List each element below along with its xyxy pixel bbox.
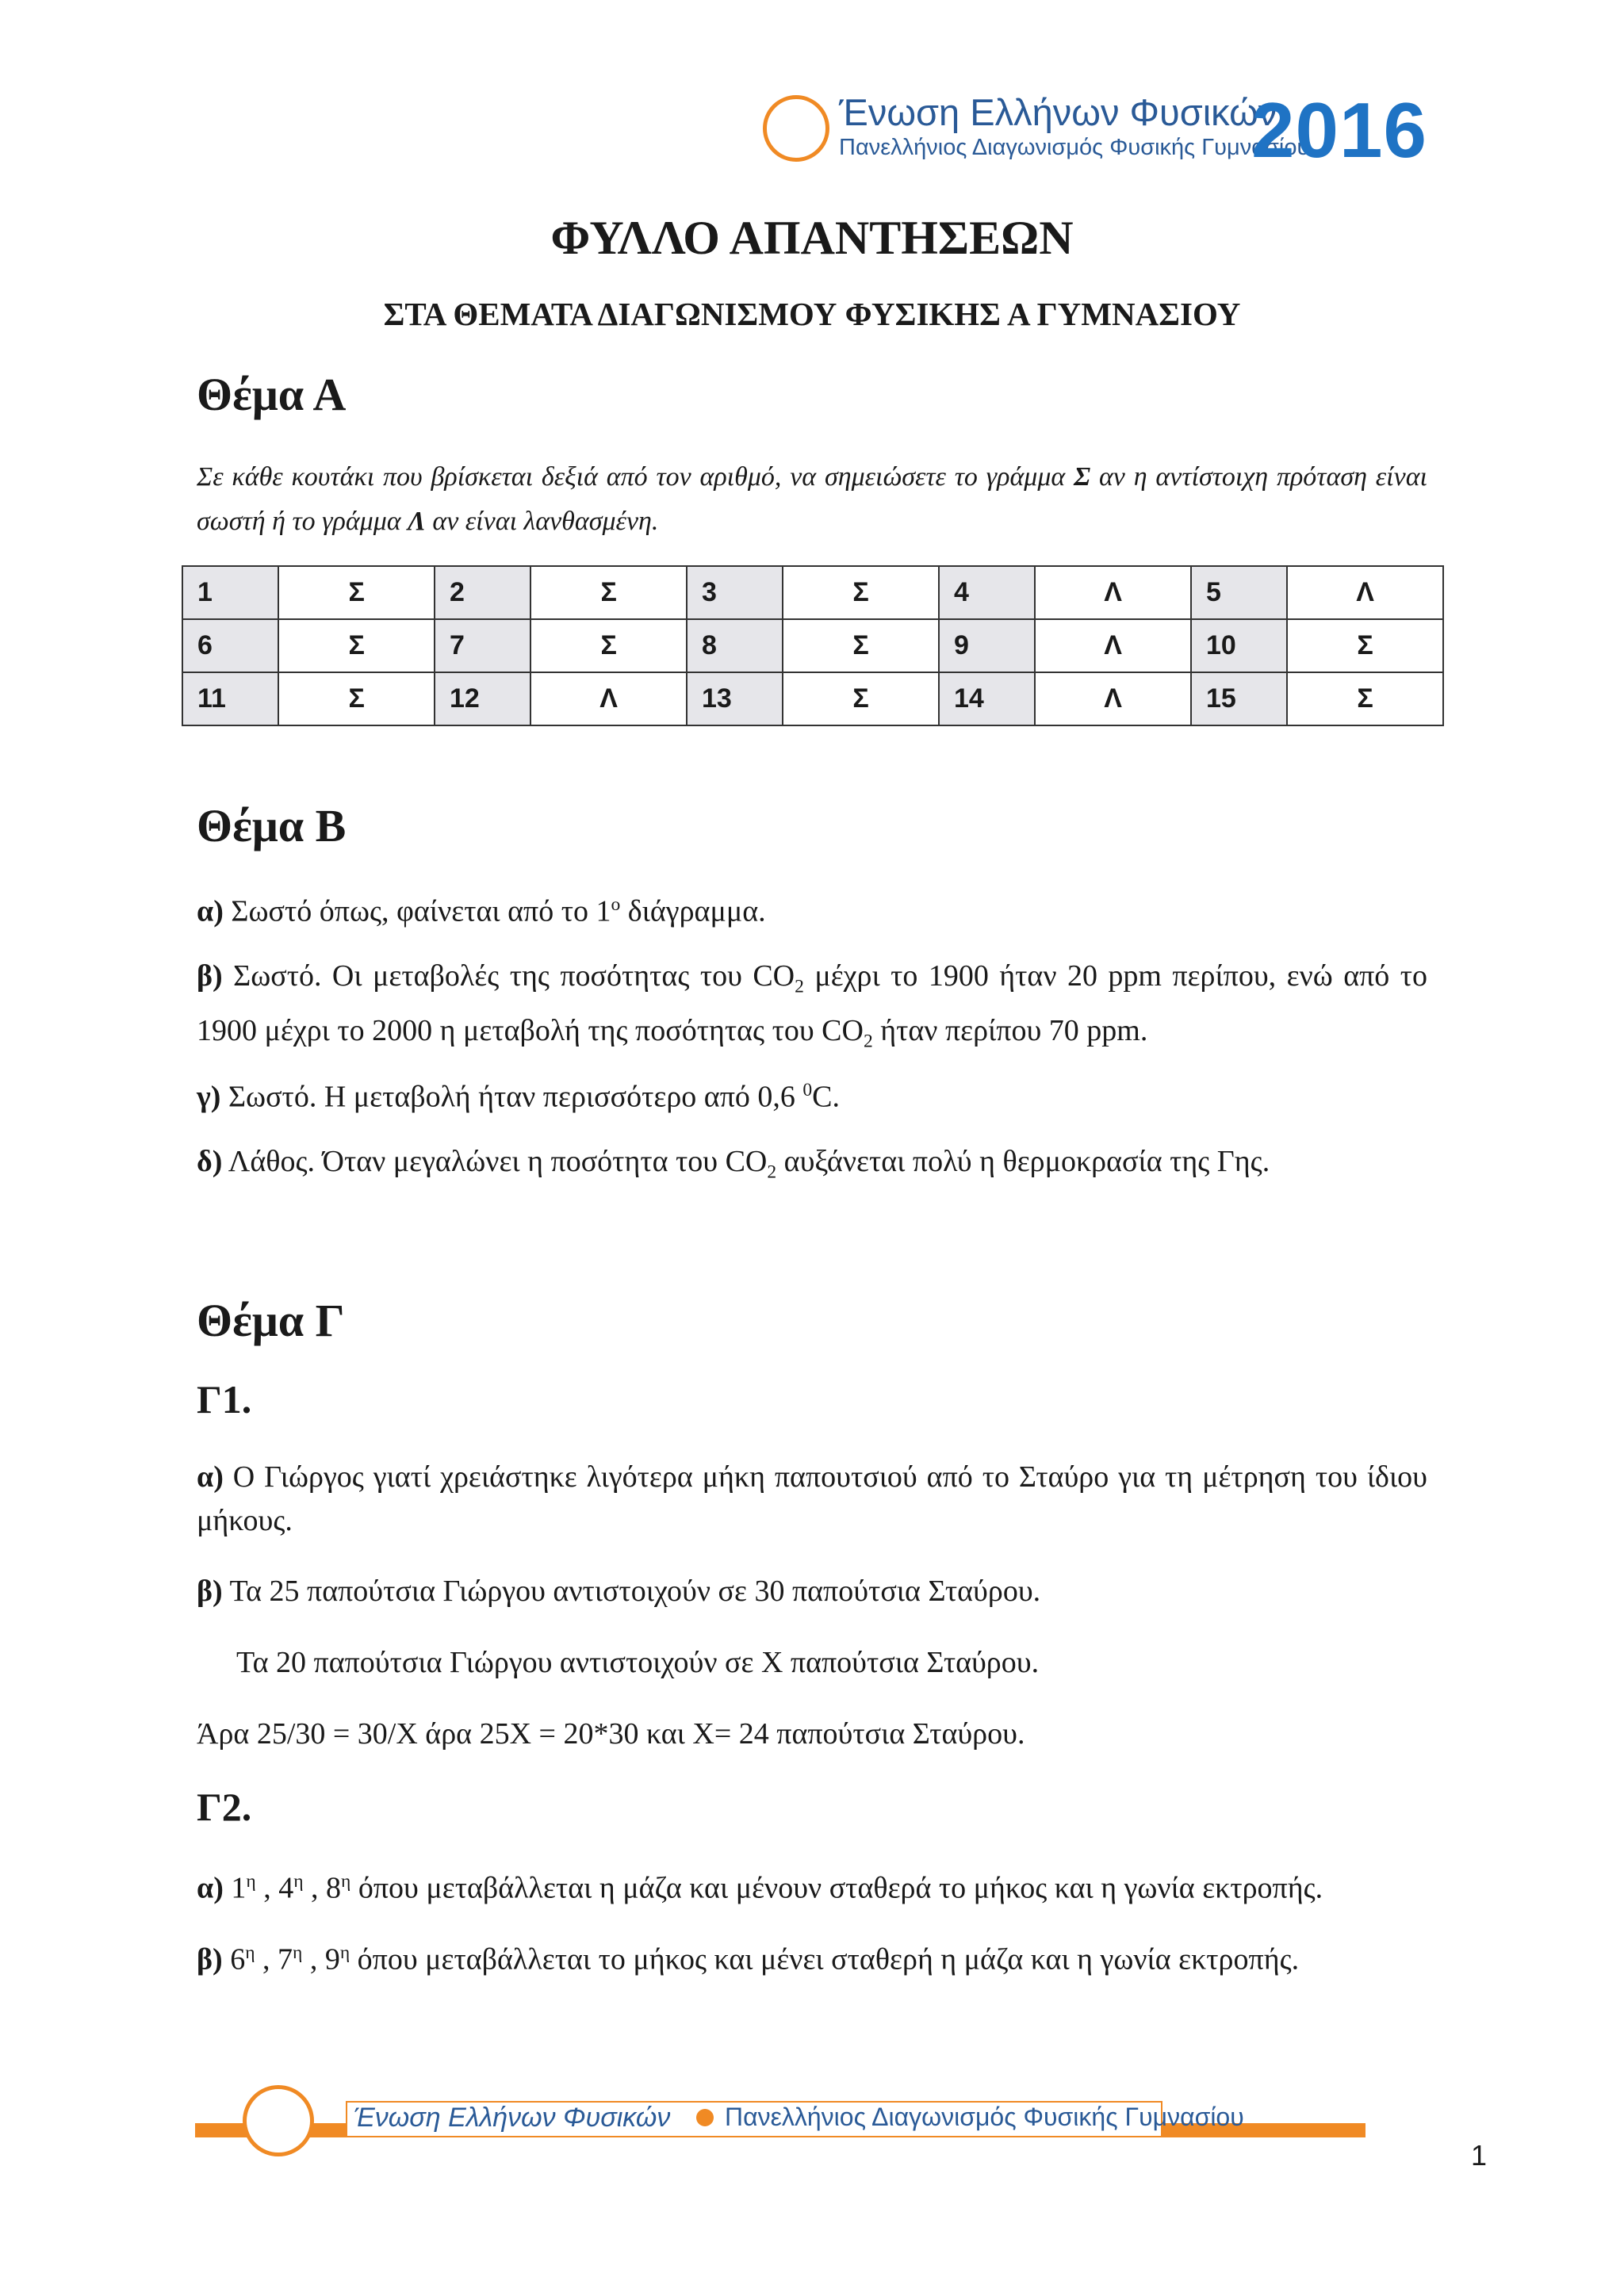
theme-b-answer-b: β) Σωστό. Οι μεταβολές της ποσότητας του $CO_2$ μέχρι το 1900 ήταν 20 ppm περίπου, ενώ από το 1900 μέχρι το 2000 η μεταβολή της ποσότητας του $CO_2$ ήταν περίπου 70 ppm. <box>197 959 1427 1052</box>
answer-cell: Σ <box>783 672 939 725</box>
table-row <box>182 672 1443 725</box>
question-number: 2 <box>435 566 530 619</box>
theme-g1-line3: Άρα 25/30 = 30/Χ άρα 25Χ = 20*30 και Χ= 24 παπούτσια Σταύρου. <box>197 1717 1025 1751</box>
question-number: 14 <box>939 672 1035 725</box>
answer-cell: Σ <box>1287 619 1443 672</box>
answer-cell: Λ <box>1035 566 1191 619</box>
theme-g1-answer-b: β) Τα 25 παπούτσια Γιώργου αντιστοιχούν σε 30 παπούτσια Σταύρου. <box>197 1575 1041 1608</box>
question-number: 5 <box>1191 566 1287 619</box>
question-number: 6 <box>182 619 278 672</box>
footer-org: Ένωση Ελλήνων Φυσικών <box>354 2103 671 2133</box>
theme-a-instructions: Σε κάθε κουτάκι που βρίσκεται δεξιά από τον αριθμό, να σημειώσετε το γράμμα Σ αν η αντίστοιχη πρόταση είναι σωστή ή το γράμμα Λ αν είναι λανθασμένη. <box>197 462 1427 536</box>
question-number: 4 <box>939 566 1035 619</box>
footer-banner <box>195 2079 1365 2158</box>
theme-g1-heading: Γ1. <box>197 1377 252 1422</box>
answer-cell: Σ <box>1287 672 1443 725</box>
answer-cell: Σ <box>783 566 939 619</box>
header-logo <box>763 86 1437 176</box>
page-subtitle: ΣΤΑ ΘΕΜΑΤΑ ΔΙΑΓΩΝΙΣΜΟΥ ΦΥΣΙΚΗΣ Α ΓΥΜΝΑΣΙΟΥ <box>383 296 1241 332</box>
theme-b-answer-g: γ) Σωστό. Η μεταβολή ήταν περισσότερο από 0,6 $^0$C. <box>197 1080 841 1114</box>
header-org: Ένωση Ελλήνων Φυσικών <box>839 91 1277 133</box>
table-row <box>182 566 1443 619</box>
physicist-portrait-icon <box>763 95 829 162</box>
question-number: 1 <box>182 566 278 619</box>
theme-g1-line2: Τα 20 παπούτσια Γιώργου αντιστοιχούν σε Χ παπούτσια Σταύρου. <box>236 1646 1040 1679</box>
page-title: ΦΥΛΛΟ ΑΠΑΝΤΗΣΕΩΝ <box>550 212 1074 264</box>
header-year: 2016 <box>1251 86 1428 174</box>
answer-table <box>182 565 1444 726</box>
answer-cell: Σ <box>783 619 939 672</box>
question-number: 12 <box>435 672 530 725</box>
physicist-portrait-icon <box>243 2085 314 2156</box>
footer-bullet-icon <box>696 2109 714 2126</box>
theme-g-heading: Θέμα Γ <box>197 1295 345 1346</box>
question-number: 9 <box>939 619 1035 672</box>
answer-cell: Σ <box>530 566 687 619</box>
theme-b-heading: Θέμα Β <box>197 800 347 851</box>
theme-g1-answer-a: α) Ο Γιώργος γιατί χρειάστηκε λιγότερα μήκη παπουτσιού από το Σταύρο για τη μέτρηση του ίδιου μήκους. <box>197 1460 1427 1537</box>
table-row <box>182 619 1443 672</box>
question-number: 3 <box>687 566 783 619</box>
page-number: 1 <box>1471 2139 1488 2172</box>
answer-cell: Σ <box>278 672 435 725</box>
question-number: 7 <box>435 619 530 672</box>
answer-cell: Σ <box>278 566 435 619</box>
answer-cell: Λ <box>1287 566 1443 619</box>
theme-b-answer-d: δ) Λάθος. Όταν μεγαλώνει η ποσότητα του $CO_2$ αυξάνεται πολύ η θερμοκρασία της Γης. <box>197 1145 1270 1183</box>
header-subtitle: Πανελλήνιος Διαγωνισμός Φυσικής Γυμνασίου <box>839 135 1310 160</box>
theme-g2-heading: Γ2. <box>197 1785 252 1829</box>
answer-cell: Σ <box>278 619 435 672</box>
answer-cell: Σ <box>530 619 687 672</box>
theme-g2-answer-a: α) $1^\eta$ , $4^\eta$ , $8^\eta$ όπου μεταβάλλεται η μάζα και μένουν σταθερά το μήκος και η γωνία εκτροπής. <box>197 1871 1323 1905</box>
answer-cell: Λ <box>530 672 687 725</box>
question-number: 13 <box>687 672 783 725</box>
theme-b-answer-a: α) Σωστό όπως, φαίνεται από το $1^o$ διάγραμμα. <box>197 894 766 928</box>
answer-cell: Λ <box>1035 619 1191 672</box>
question-number: 11 <box>182 672 278 725</box>
question-number: 10 <box>1191 619 1287 672</box>
footer-subtitle: Πανελλήνιος Διαγωνισμός Φυσικής Γυμνασίου <box>725 2103 1244 2131</box>
answer-cell: Λ <box>1035 672 1191 725</box>
question-number: 8 <box>687 619 783 672</box>
theme-g2-answer-b: β) $6^\eta$ , $7^\eta$ , $9^\eta$ όπου μεταβάλλεται το μήκος και μένει σταθερή η μάζα και η γωνία εκτροπής. <box>197 1942 1300 1976</box>
theme-a-heading: Θέμα Α <box>197 369 347 420</box>
question-number: 15 <box>1191 672 1287 725</box>
